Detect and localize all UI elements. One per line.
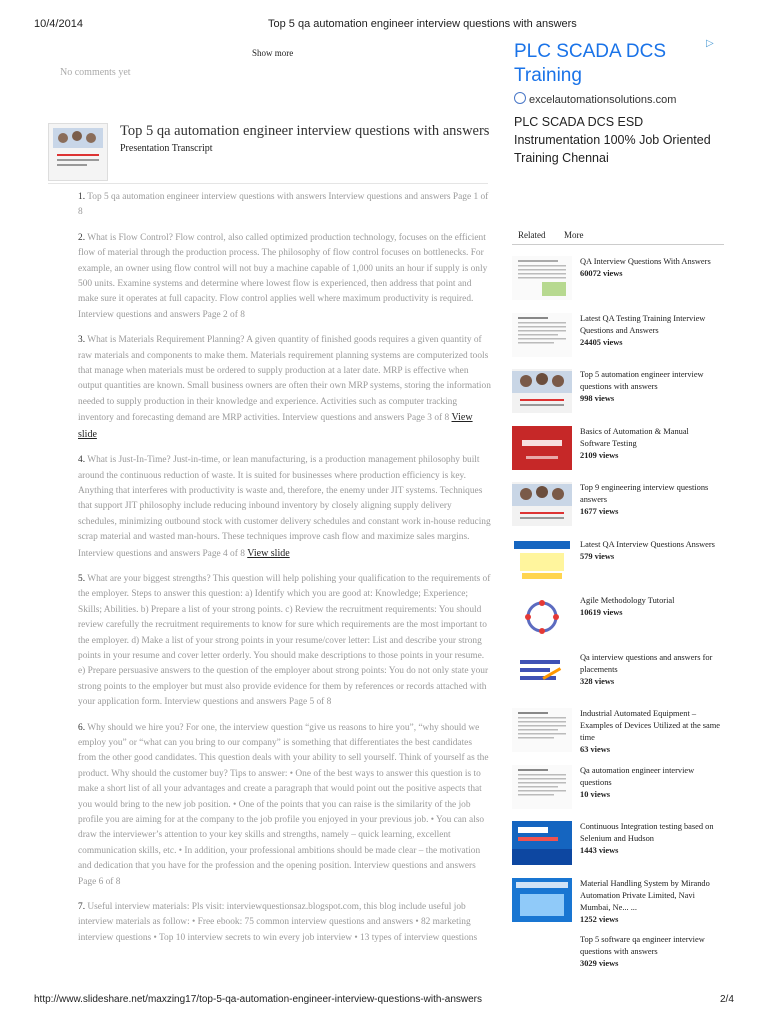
presentation-header	[48, 123, 488, 179]
related-title-link[interactable]: QA Interview Questions With Answers	[580, 257, 711, 266]
related-item-info	[580, 539, 720, 563]
related-title-link[interactable]: Material Handling System by Mirando Automation Private Limited, Navi Mumbai, Ne... ...	[580, 878, 710, 912]
related-thumbnail[interactable]	[512, 708, 572, 752]
slide-number: 2.	[78, 232, 86, 243]
transcript-slide-6	[78, 721, 492, 890]
related-views: 10619 views	[580, 608, 623, 617]
transcript-slide-7	[78, 900, 492, 946]
related-title-link[interactable]: Top 5 automation engineer interview questions with answers	[580, 370, 704, 391]
related-title-link[interactable]: Top 5 software qa engineer interview questions with answers	[580, 935, 705, 956]
related-thumbnail[interactable]	[512, 595, 572, 639]
related-title-link[interactable]: Qa interview questions and answers for placements	[580, 652, 713, 674]
no-comments-text: No comments yet	[60, 67, 131, 78]
related-title-link[interactable]: Qa automation engineer interview questions	[580, 765, 695, 787]
related-thumbnail[interactable]	[512, 426, 572, 470]
transcript-slide-2	[78, 231, 492, 323]
ad-url-text: excelautomationsolutions.com	[529, 94, 677, 106]
related-item-info	[580, 256, 720, 280]
related-item-info	[580, 482, 720, 518]
related-views: 60072 views	[580, 269, 623, 278]
related-item-info	[580, 765, 720, 801]
view-slide-link[interactable]: View slide	[247, 547, 290, 559]
transcript-slide-5	[78, 572, 492, 711]
related-views: 2109 views	[580, 450, 619, 460]
slide-text: Useful interview materials: Pls visit: interviewquestionsaz.blogspot.com, this blog include useful job interview materials as follow: • Free ebook: 75 common interview questions and answers • 82 marketing interview questions • Top 10 interview secrets to win every job interview • 13 types of interview questions	[78, 902, 478, 943]
related-item[interactable]	[512, 934, 722, 988]
related-thumbnail[interactable]	[512, 482, 572, 526]
related-thumbnail[interactable]	[512, 821, 572, 865]
related-thumbnail[interactable]	[512, 313, 572, 357]
related-item-info	[580, 708, 720, 756]
related-item[interactable]	[512, 313, 722, 367]
print-url: http://www.slideshare.net/maxzing17/top-5-qa-automation-engineer-interview-questions-with-answers	[34, 994, 482, 1005]
related-item[interactable]	[512, 426, 722, 480]
related-item-info	[580, 652, 720, 688]
slide-number: 1.	[78, 192, 86, 202]
related-item[interactable]	[512, 652, 722, 706]
view-slide-link[interactable]: View slide	[78, 412, 473, 440]
slide-number: 6.	[78, 722, 86, 733]
slide-text: Top 5 qa automation engineer interview questions with answers Interview questions and answers Page 1 of 8	[78, 192, 489, 218]
related-thumbnail[interactable]	[512, 878, 572, 922]
sidebar-tabs	[512, 230, 724, 245]
ad-choices-icon[interactable]: ▷	[706, 38, 714, 49]
advertisement[interactable]	[514, 40, 724, 167]
divider	[48, 183, 488, 184]
related-title-link[interactable]: Industrial Automated Equipment – Examples of Devices Utilized at the same time	[580, 709, 720, 742]
slide-text: What is Flow Control? Flow control, also called optimized production technology, focuses on the efficient flow of material through the production process. The philosophy of flow control focuses on bottlenecks. For example, an owner using flow control will not buy a machine capable of 1,000 units an hour if supply is only 500 units. Examine systems and determine where lowest flow is experienced, then address that point and make sure it operates at full capacity. Flow control applies well where maximum productivity is required. Interview questions and answers Page 2 of 8	[78, 232, 488, 320]
presentation-thumbnail[interactable]	[48, 123, 108, 181]
transcript-slide-3	[78, 333, 492, 443]
related-item-info	[580, 821, 720, 857]
related-title-link[interactable]: Top 9 engineering interview questions answers	[580, 483, 709, 504]
slide-number: 5.	[78, 573, 86, 584]
related-item-info	[580, 369, 720, 405]
related-item[interactable]	[512, 708, 722, 762]
slide-text: Why should we hire you? For one, the interview question “give us reasons to hire you”, “why should we employ you” or “what can you bring to our company” is something that differentiates the best candidates from the other good candidates. This question deals with your ability to sell yourself. Think of yourself as the product. Why should the customer buy? Tips to answer: • One of the best ways to answer this question is to make a short list of all your advantages and create a paragraph that would point out the positive aspects that you would bring to the new job position. • One of the points that you can raise is the similarity of the job profile you are aiming for at the company to the job profile you enjoyed in your previous job. • You can also draw the interviewer’s attention to your key skills and strengths, namely – quick learning, excellent communication skills, etc. • In addition, your professional ambitions should be made clear – the motivation and dedication that you have for the profession and the opening position. Interview questions and answers Page 6 of 8	[78, 722, 489, 887]
related-views: 1252 views	[580, 914, 619, 924]
related-item[interactable]	[512, 821, 722, 875]
related-item-info	[580, 426, 720, 462]
slide-number: 3.	[78, 335, 86, 346]
show-more-link[interactable]: Show more	[252, 48, 294, 58]
related-views: 1443 views	[580, 846, 619, 855]
transcript-slide-4	[78, 453, 492, 562]
related-views: 1677 views	[580, 507, 619, 516]
transcript-slide-1	[78, 190, 492, 221]
related-views: 24405 views	[580, 337, 623, 347]
related-item-info	[580, 313, 720, 349]
slide-text: What are your biggest strengths? This question will help polishing your qualification to the requirements of the employer. Steps to answer this question: a) Identify which you are good at: Knowledge; Experience; Skills; Abilities. b) Prepare a list of your strong points. c) Review the recruitment requirements: You should review carefully the recruitment requirements to know for sure which requirements are the most important to the employer. d) Make a list of your strong points in your resume/cover letter: List and describe your strong points in your resume and cover letter orderly. You should make descriptions to those points in your resume. e) Prepare persuasive answers to the question of the employer about strong points: You do not only state your strong points to the employer but must also provide evidence for them by references or records attached with your application form. Interview questions and answers Page 5 of 8	[78, 573, 491, 708]
related-thumbnail[interactable]	[512, 652, 572, 696]
related-views: 10 views	[580, 789, 611, 799]
related-title-link[interactable]: Latest QA Interview Questions Answers	[580, 539, 715, 549]
tab-more[interactable]: More	[564, 230, 584, 240]
slide-text: What is Materials Requirement Planning? A given quantity of finished goods requires a given quantity of raw materials and components to make them. Materials requirement planning systems are computerized tools that manage when materials must be ordered to supply production at a later date. MRP is effective when output quantities are known. Small business owners are often their own MRP systems, storing the information needed to supply production in their knowledge and experience. Activities such as computer tracking inventory and forecasting demand are MRP activities. Interview questions and answers Page 3 of 8	[78, 335, 491, 424]
related-title-link[interactable]: Continuous Integration testing based on Selenium and Hudson	[580, 822, 714, 843]
related-views: 3029 views	[580, 959, 619, 968]
related-thumbnail[interactable]	[512, 765, 572, 809]
transcript	[78, 190, 492, 956]
ad-title[interactable]: PLC SCADA DCS Training	[514, 41, 667, 86]
ad-url[interactable]	[514, 92, 724, 106]
ad-text: PLC SCADA DCS ESD Instrumentation 100% Job Oriented Training Chennai	[514, 115, 711, 165]
presentation-title: Top 5 qa automation engineer interview questions with answers	[120, 123, 490, 139]
slide-number: 7.	[78, 902, 86, 913]
related-item[interactable]	[512, 256, 722, 310]
related-item-info	[580, 934, 720, 970]
related-item[interactable]	[512, 595, 722, 649]
presentation-subtitle: Presentation Transcript	[120, 143, 213, 154]
related-title-link[interactable]: Basics of Automation & Manual Software Testing	[580, 426, 689, 448]
related-thumbnail[interactable]	[512, 369, 572, 413]
related-thumbnail[interactable]	[512, 256, 572, 300]
related-item[interactable]	[512, 878, 722, 932]
related-item[interactable]	[512, 765, 722, 819]
slide-number: 4.	[78, 455, 86, 466]
related-thumbnail[interactable]	[512, 934, 572, 978]
related-views: 998 views	[580, 394, 615, 403]
related-item[interactable]	[512, 369, 722, 423]
related-title-link[interactable]: Agile Methodology Tutorial	[580, 596, 675, 605]
slide-text: What is Just-In-Time? Just-in-time, or lean manufacturing, is a production management philosophy built around the continuous reduction of waste. It is suited for businesses where production efficiency is key. Anything that interferes with productivity is waste and, therefore, the enemy under JIT systems. Techniques that support JIT philosophy include reducing inbound inventory by closely aligning supply delivery schedules, minimizing outbound stock with customer delivery schedules and constant work in-house reducing scrap material and wasted man-hours. These techniques improve cash flow and maximize sales margins. Interview questions and answers Page 4 of 8	[78, 455, 491, 559]
print-title: Top 5 qa automation engineer interview questions with answers	[268, 18, 577, 30]
related-item-info	[580, 878, 720, 926]
related-item[interactable]	[512, 539, 722, 593]
related-views: 579 views	[580, 551, 615, 561]
globe-icon	[514, 92, 526, 104]
related-item-info	[580, 595, 720, 619]
related-views: 328 views	[580, 676, 615, 686]
print-date: 10/4/2014	[34, 18, 83, 30]
related-item[interactable]	[512, 482, 722, 536]
related-thumbnail[interactable]	[512, 539, 572, 583]
print-page-number: 2/4	[720, 994, 734, 1005]
related-views: 63 views	[580, 745, 611, 754]
tab-related[interactable]: Related	[518, 230, 546, 240]
related-title-link[interactable]: Latest QA Testing Training Interview Questions and Answers	[580, 313, 706, 335]
